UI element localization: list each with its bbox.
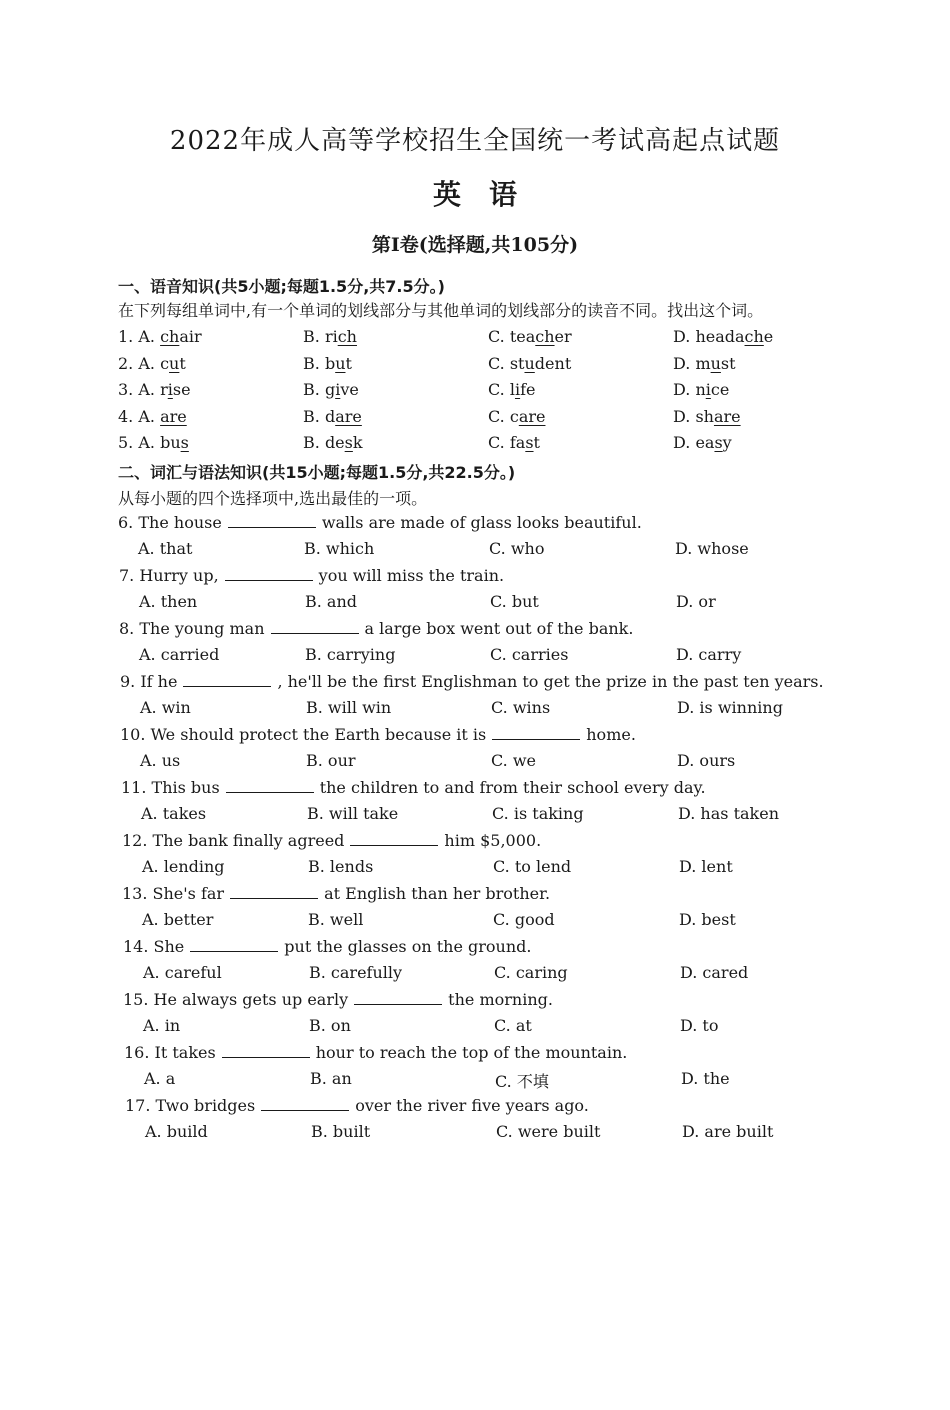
question-stem — [119, 619, 633, 638]
word-part: fa — [509, 433, 526, 452]
option-letter: D. — [673, 380, 696, 399]
answer-option[interactable]: B. built — [311, 1122, 371, 1141]
answer-option[interactable]: A. that — [138, 539, 193, 558]
options-row — [0, 539, 950, 563]
answer-option[interactable]: B. on — [309, 1016, 351, 1035]
answer-option[interactable]: A. a — [144, 1069, 176, 1088]
answer-option[interactable]: D. ours — [677, 751, 736, 770]
option-letter: D. — [673, 433, 696, 452]
answer-blank[interactable] — [228, 513, 316, 528]
option-letter: C. — [488, 433, 510, 452]
answer-option[interactable]: D. or — [676, 592, 716, 611]
answer-blank[interactable] — [225, 566, 313, 581]
word-part: fe — [520, 380, 536, 399]
underlined-part: u — [524, 353, 535, 373]
exam-title: 2022年成人高等学校招生全国统一考试高起点试题 — [169, 126, 781, 156]
answer-option[interactable]: A. then — [139, 592, 198, 611]
answer-option[interactable] — [303, 433, 363, 452]
answer-option[interactable] — [673, 327, 773, 346]
answer-blank[interactable] — [222, 1043, 310, 1058]
answer-option[interactable] — [118, 354, 186, 373]
question-text: at English than her brother. — [324, 884, 551, 903]
option-letter: D. — [673, 327, 696, 346]
question-text: hour to reach the top of the mountain. — [315, 1043, 628, 1062]
answer-option[interactable]: D. is winning — [677, 698, 783, 717]
option-letter: C. — [488, 353, 510, 373]
answer-option[interactable] — [118, 407, 187, 426]
answer-option[interactable]: B. lends — [308, 857, 374, 876]
answer-option[interactable]: D. are built — [682, 1122, 774, 1141]
word-part: se — [172, 380, 191, 399]
options-row — [0, 963, 950, 987]
answer-option[interactable]: D. best — [679, 910, 736, 929]
option-letter: C. — [488, 380, 510, 399]
subject-heading: 英语 — [432, 178, 545, 211]
question-text: home. — [586, 725, 636, 744]
option-letter: B. — [303, 327, 325, 346]
underlined-part: u — [169, 353, 180, 373]
option-letter: B. — [303, 433, 325, 452]
answer-option[interactable]: C. caring — [494, 963, 568, 982]
question-stem — [121, 778, 706, 797]
answer-option[interactable]: B. will take — [307, 804, 399, 823]
underlined-part: i — [335, 380, 341, 399]
word-part: b — [324, 353, 336, 373]
answer-option[interactable]: C. good — [493, 910, 555, 929]
options-row — [0, 645, 950, 669]
answer-option[interactable]: B. carrying — [305, 645, 396, 664]
section2-instruction: 从每小题的四个选择项中,选出最佳的一项。 — [118, 489, 428, 508]
answer-option[interactable]: B. carefully — [309, 963, 403, 982]
question-text: the children to and from their school every day. — [319, 778, 706, 797]
option-letter: 5. A. — [118, 433, 161, 452]
word-part: ea — [695, 433, 715, 452]
section1-instruction: 在下列每组单词中,有一个单词的划线部分与其他单词的划线部分的读音不同。找出这个词。 — [118, 301, 764, 320]
word-part: tea — [509, 327, 536, 346]
answer-option[interactable]: B. an — [310, 1069, 352, 1088]
answer-option[interactable] — [488, 380, 535, 399]
answer-option[interactable]: B. which — [304, 539, 375, 558]
answer-option[interactable]: B. well — [308, 910, 364, 929]
phonetics-question — [0, 354, 950, 378]
question-text: 9. If he — [120, 672, 178, 691]
answer-option[interactable]: C. is taking — [492, 804, 584, 823]
option-letter: 3. A. — [118, 380, 161, 399]
question-text: , he'll be the first Englishman to get the prize in the past ten years. — [277, 672, 824, 691]
phonetics-question — [0, 407, 950, 431]
answer-option[interactable]: C. 不填 — [495, 1072, 549, 1091]
word-part: air — [179, 327, 202, 346]
answer-option[interactable] — [303, 354, 352, 373]
answer-option[interactable]: C. to lend — [493, 857, 572, 876]
underlined-part: i — [167, 380, 173, 399]
underlined-part: are — [518, 406, 546, 426]
underlined-part: are — [713, 406, 741, 426]
word-part: m — [695, 353, 711, 373]
word-part: t — [533, 433, 540, 452]
question-stem — [125, 1096, 589, 1115]
word-part: ce — [710, 380, 730, 399]
question-text: him $5,000. — [444, 831, 542, 850]
word-part: sh — [695, 406, 714, 426]
answer-option[interactable]: B. and — [305, 592, 358, 611]
answer-option[interactable]: D. whose — [675, 539, 749, 558]
answer-option[interactable] — [673, 407, 741, 426]
answer-option[interactable] — [118, 327, 202, 346]
question-text: 15. He always gets up early — [123, 990, 349, 1009]
answer-option[interactable] — [673, 354, 736, 373]
options-row — [0, 1016, 950, 1040]
answer-option[interactable] — [303, 407, 362, 426]
word-part: e — [763, 327, 774, 346]
word-part: d — [324, 406, 336, 426]
word-part: dent — [534, 353, 572, 373]
options-row — [0, 1069, 950, 1093]
question-stem — [119, 566, 504, 585]
phonetics-question — [0, 433, 950, 457]
underlined-part: s — [525, 433, 534, 452]
phonetics-question — [0, 327, 950, 351]
option-letter: 1. A. — [118, 327, 161, 346]
answer-option[interactable]: D. has taken — [678, 804, 780, 823]
word-part: st — [720, 353, 736, 373]
underlined-part: are — [335, 406, 362, 426]
word-part: r — [160, 380, 168, 399]
word-part: de — [324, 433, 345, 452]
option-letter: C. — [488, 406, 510, 426]
options-row — [0, 804, 950, 828]
word-part: l — [509, 380, 515, 399]
answer-option[interactable]: D. the — [681, 1069, 730, 1088]
word-part: t — [179, 353, 186, 373]
question-text: 11. This bus — [121, 778, 220, 797]
answer-option[interactable] — [673, 380, 729, 399]
answer-blank[interactable] — [261, 1096, 349, 1111]
question-stem — [122, 831, 541, 850]
answer-option[interactable]: A. win — [140, 698, 191, 717]
word-part: t — [345, 353, 352, 373]
word-part: bu — [160, 433, 181, 452]
answer-blank[interactable] — [492, 725, 580, 740]
options-row — [0, 751, 950, 775]
question-stem — [122, 884, 550, 903]
underlined-part: ch — [744, 327, 764, 346]
underlined-part: u — [335, 353, 346, 373]
option-letter: D. — [673, 353, 696, 373]
answer-blank[interactable] — [271, 619, 359, 634]
answer-option[interactable]: A. better — [142, 910, 214, 929]
question-text: 6. The house — [118, 513, 222, 532]
word-part: ve — [340, 380, 359, 399]
question-stem — [120, 672, 824, 691]
underlined-part: ch — [160, 327, 180, 346]
question-stem — [123, 990, 553, 1009]
question-stem — [120, 725, 636, 744]
answer-option[interactable]: C. but — [490, 592, 539, 611]
answer-option[interactable]: C. were built — [496, 1122, 601, 1141]
underlined-part: i — [705, 380, 711, 399]
answer-option[interactable]: C. we — [491, 751, 537, 770]
underlined-part: s — [180, 433, 189, 452]
answer-option[interactable]: B. will win — [306, 698, 392, 717]
question-text: 13. She's far — [122, 884, 225, 903]
underlined-part: are — [160, 406, 187, 426]
word-part: c — [160, 353, 170, 373]
answer-option[interactable]: A. lending — [142, 857, 225, 876]
option-letter: D. — [673, 406, 696, 426]
options-row — [0, 910, 950, 934]
word-part: y — [722, 433, 732, 452]
answer-option[interactable]: D. to — [680, 1016, 719, 1035]
question-text: 14. She — [123, 937, 185, 956]
phonetics-question — [0, 380, 950, 404]
word-part: c — [509, 406, 519, 426]
answer-option[interactable] — [488, 407, 545, 426]
answer-option[interactable] — [673, 433, 732, 452]
question-text: 7. Hurry up, — [119, 566, 219, 585]
question-text: you will miss the train. — [318, 566, 505, 585]
question-text: walls are made of glass looks beautiful. — [321, 513, 642, 532]
answer-option[interactable]: C. carries — [490, 645, 569, 664]
question-text: the morning. — [448, 990, 553, 1009]
word-part: g — [324, 380, 336, 399]
answer-blank[interactable] — [183, 672, 271, 687]
answer-blank[interactable] — [226, 778, 314, 793]
option-letter: B. — [303, 353, 325, 373]
word-part: n — [695, 380, 706, 399]
answer-option[interactable] — [303, 327, 357, 346]
question-text: 17. Two bridges — [125, 1096, 256, 1115]
word-part: st — [509, 353, 525, 373]
options-row — [0, 1122, 950, 1146]
answer-option[interactable]: B. our — [306, 751, 356, 770]
answer-option[interactable]: D. lent — [679, 857, 733, 876]
answer-blank[interactable] — [354, 990, 442, 1005]
question-text: 8. The young man — [119, 619, 265, 638]
underlined-part: s — [714, 433, 723, 452]
underlined-part: ch — [337, 327, 357, 346]
option-letter: B. — [303, 406, 325, 426]
question-text: put the glasses on the ground. — [284, 937, 532, 956]
answer-option[interactable]: C. who — [489, 539, 545, 558]
question-text: 12. The bank finally agreed — [122, 831, 345, 850]
answer-option[interactable]: D. cared — [680, 963, 749, 982]
question-text: over the river five years ago. — [355, 1096, 589, 1115]
part-title: 第Ⅰ卷(选择题,共105分) — [371, 234, 579, 256]
answer-option[interactable] — [118, 433, 189, 452]
answer-option[interactable]: A. in — [143, 1016, 181, 1035]
underlined-part: s — [344, 433, 353, 452]
answer-option[interactable]: A. build — [145, 1122, 208, 1141]
option-letter: 4. A. — [118, 406, 161, 426]
answer-blank[interactable] — [190, 937, 278, 952]
question-stem — [123, 937, 531, 956]
answer-option[interactable]: D. carry — [676, 645, 742, 664]
word-part: ri — [324, 327, 338, 346]
options-row — [0, 698, 950, 722]
option-letter: C. — [488, 327, 510, 346]
question-stem — [118, 513, 642, 532]
word-part: er — [554, 327, 572, 346]
answer-blank[interactable] — [230, 884, 318, 899]
underlined-part: i — [514, 380, 521, 399]
section2-heading: 二、词汇与语法知识(共15小题;每题1.5分,共22.5分。) — [118, 463, 516, 482]
answer-option[interactable]: A. carried — [139, 645, 220, 664]
answer-option[interactable] — [303, 380, 359, 399]
question-text: 10. We should protect the Earth because it is — [120, 725, 487, 744]
section1-heading: 一、语音知识(共5小题;每题1.5分,共7.5分。) — [118, 277, 445, 296]
answer-option[interactable]: A. takes — [141, 804, 207, 823]
option-letter: B. — [303, 380, 325, 399]
answer-option[interactable] — [118, 380, 191, 399]
answer-option[interactable]: A. us — [140, 751, 181, 770]
underlined-part: u — [710, 353, 721, 373]
answer-option[interactable]: C. at — [494, 1016, 532, 1035]
answer-option[interactable]: C. wins — [491, 698, 551, 717]
question-stem — [124, 1043, 627, 1062]
underlined-part: ch — [535, 327, 555, 346]
options-row — [0, 857, 950, 881]
answer-option[interactable]: A. careful — [143, 963, 222, 982]
answer-option[interactable] — [488, 354, 571, 373]
question-text: a large box went out of the bank. — [364, 619, 634, 638]
answer-option[interactable] — [488, 327, 572, 346]
answer-option[interactable] — [488, 433, 540, 452]
question-text: 16. It takes — [124, 1043, 216, 1062]
word-part: k — [352, 433, 363, 452]
option-letter: 2. A. — [118, 353, 161, 373]
word-part: heada — [695, 327, 745, 346]
answer-blank[interactable] — [350, 831, 438, 846]
options-row — [0, 592, 950, 616]
